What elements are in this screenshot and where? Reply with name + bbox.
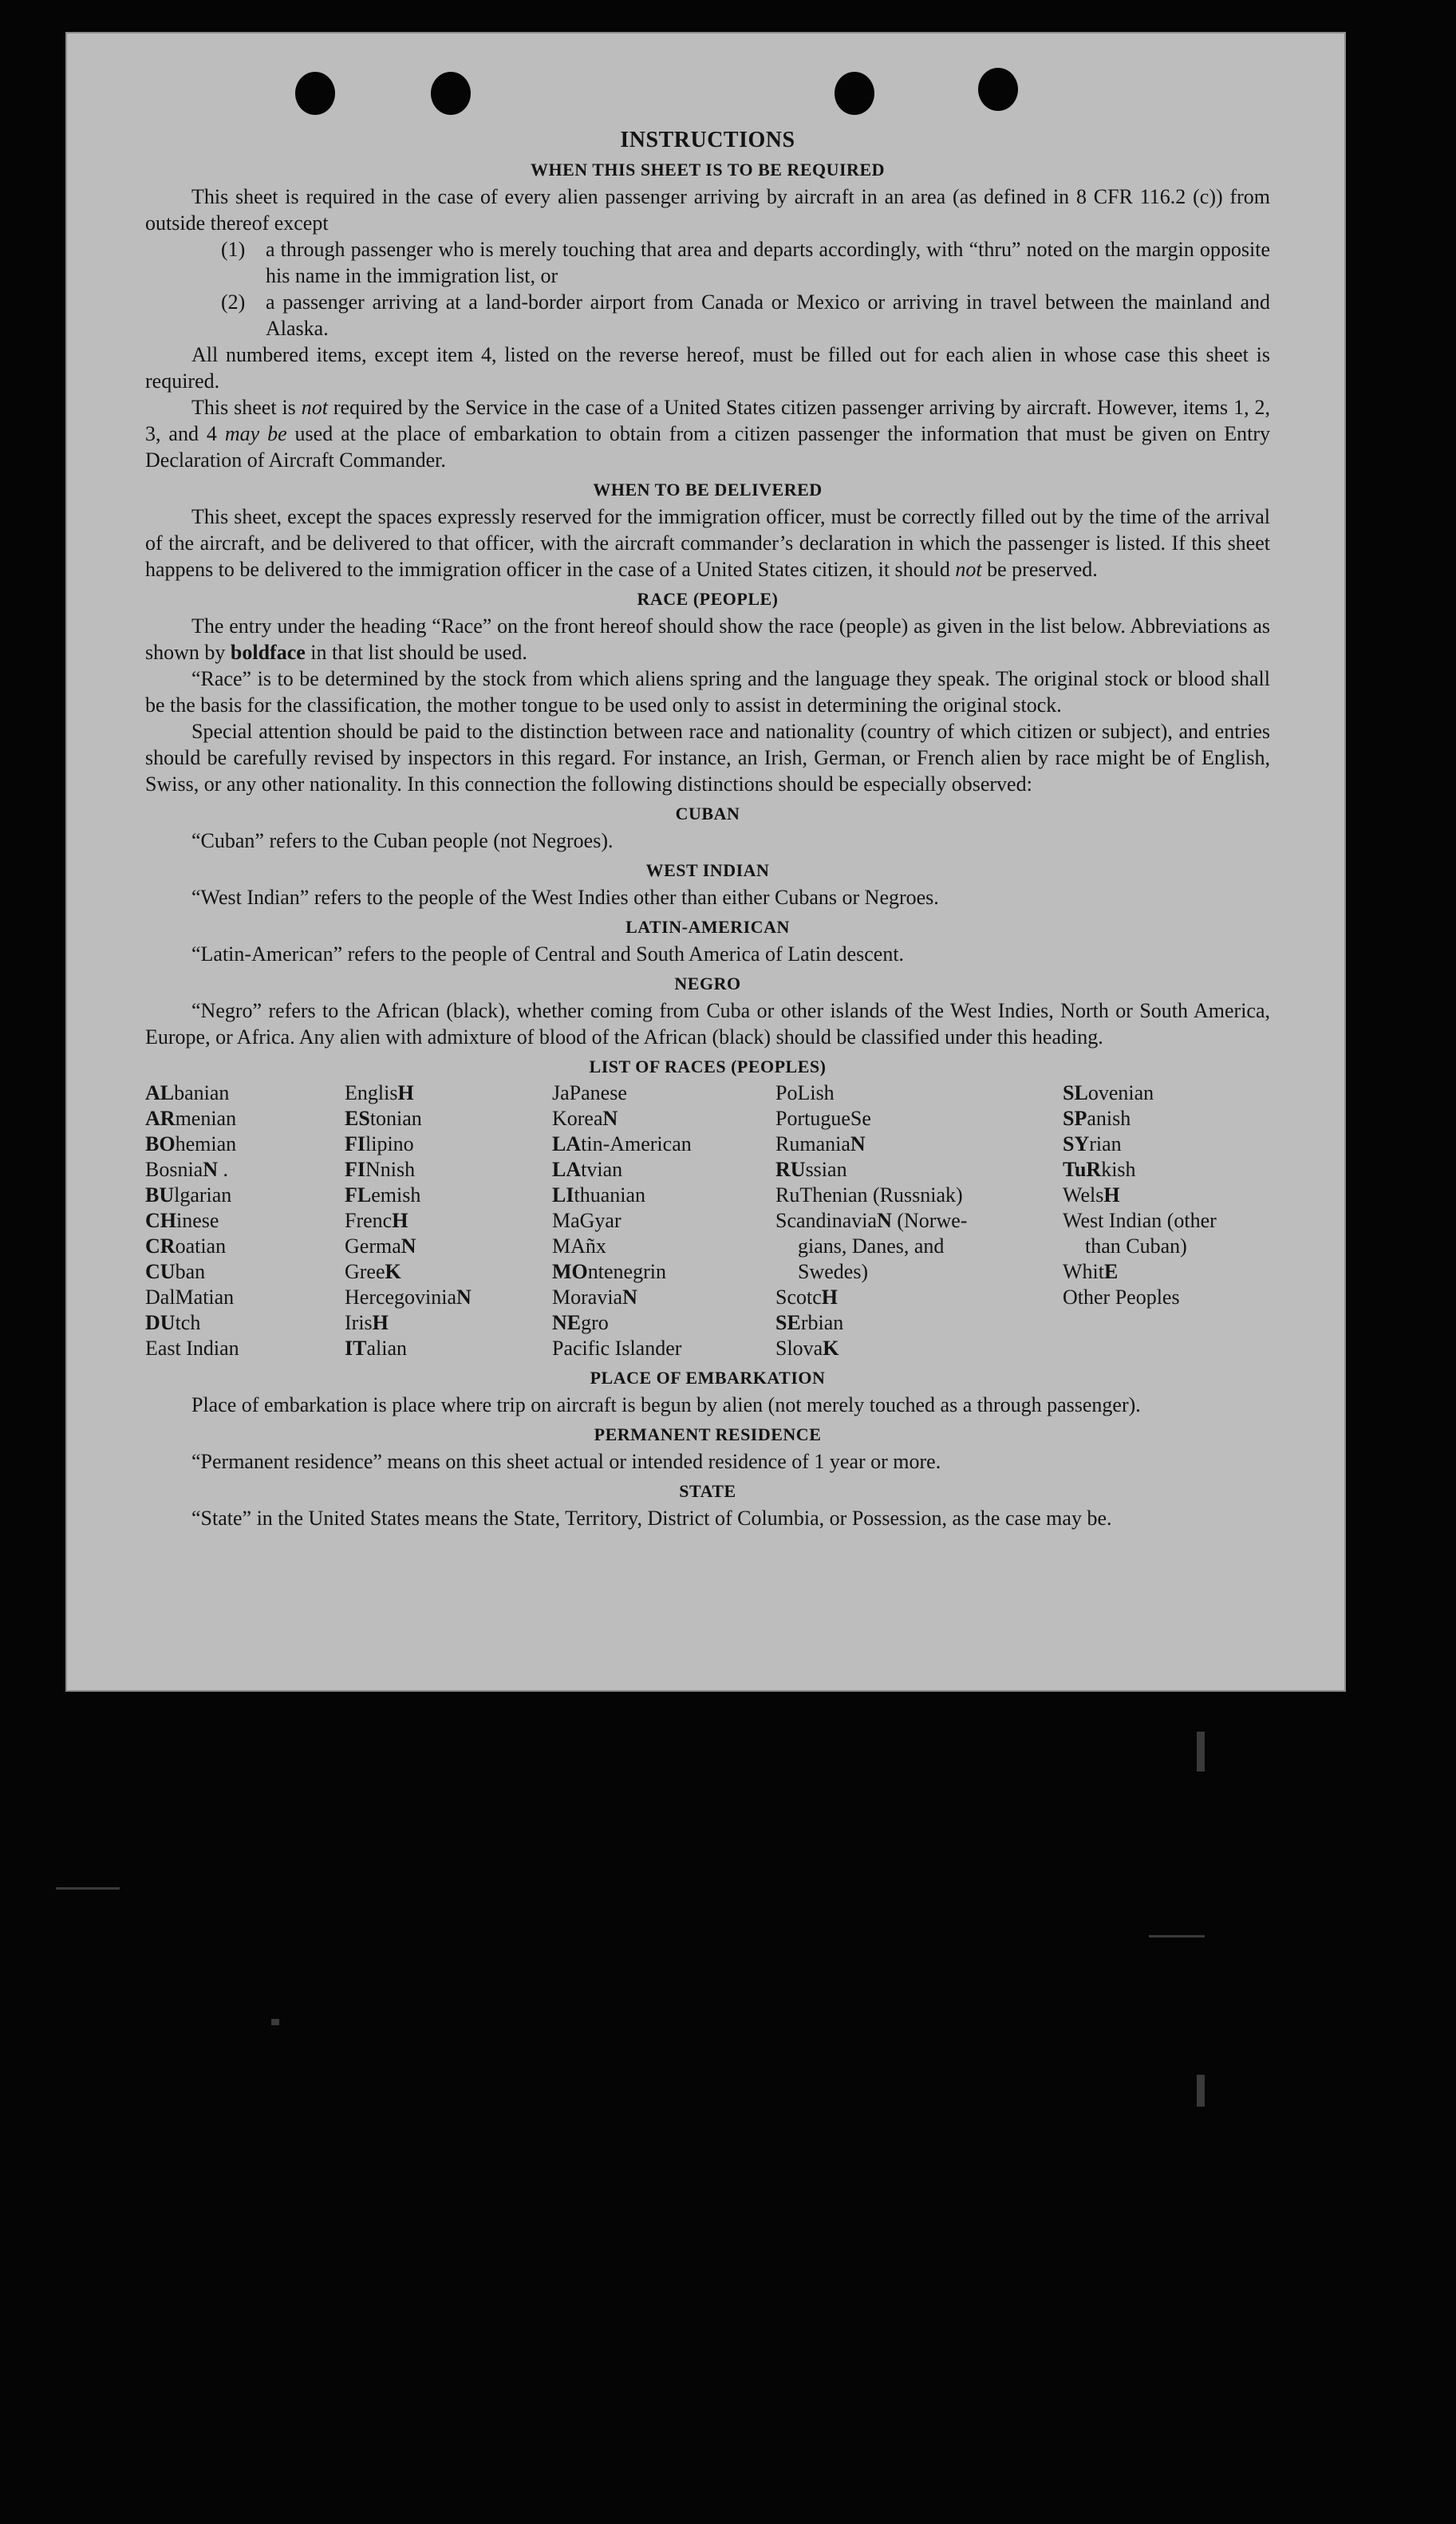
paragraph: All numbered items, except item 4, listed on the reverse hereof, must be filled out for each alien in whose case this sheet is required. [145, 343, 1270, 393]
race-entry [552, 1208, 775, 1234]
scan-speck [1149, 1935, 1205, 1937]
race-name: hemian [175, 1132, 237, 1155]
race-entry [775, 1157, 1063, 1183]
race-entry [145, 1132, 345, 1157]
scan-speck [271, 2019, 279, 2025]
race-name: Englis [345, 1081, 398, 1104]
race-name: Rumania [775, 1132, 850, 1155]
race-entry [145, 1157, 345, 1183]
race-abbrev: H [1103, 1183, 1120, 1207]
race-entry [145, 1080, 345, 1106]
race-entry [775, 1106, 1063, 1132]
race-abbrev: BO [145, 1132, 176, 1155]
race-name: tin-American [581, 1132, 692, 1155]
text-run: This sheet is [191, 396, 302, 419]
race-abbrev: E [1104, 1260, 1119, 1283]
document-sheet [65, 32, 1346, 1692]
race-entry [145, 1234, 345, 1259]
punch-hole [431, 72, 471, 115]
race-abbrev: FI [345, 1158, 365, 1181]
race-entry [552, 1183, 775, 1208]
section-heading-when-delivered: WHEN TO BE DELIVERED [593, 480, 823, 500]
race-name: anish [1087, 1107, 1131, 1130]
race-name: Other Peoples [1063, 1286, 1180, 1309]
race-entry [552, 1080, 775, 1106]
race-entry [145, 1310, 345, 1336]
race-entry [345, 1310, 552, 1336]
race-abbrev: TuR [1063, 1158, 1102, 1181]
race-abbrev: LI [552, 1183, 574, 1207]
race-abbrev: LA [552, 1132, 582, 1155]
race-name: than Cuban) [1085, 1234, 1187, 1258]
scan-speck [1197, 2075, 1205, 2107]
race-name: lgarian [174, 1183, 232, 1207]
race-entry [552, 1106, 775, 1132]
race-abbrev: IT [345, 1337, 367, 1360]
race-entry [1063, 1208, 1262, 1234]
race-name: Gree [345, 1260, 385, 1283]
race-name: Korea [552, 1107, 603, 1130]
race-entry [1063, 1080, 1262, 1106]
race-name: Scandinavia [775, 1209, 878, 1232]
race-name: Wels [1063, 1183, 1104, 1207]
paragraph: “Negro” refers to the African (black), whether coming from Cuba or other islands of the West Indies, North or South America, Europe, or Africa. Any alien with admixture of blood of the African (black) should be classified under this heading. [145, 999, 1270, 1049]
race-name: Frenc [345, 1209, 393, 1232]
race-entry [552, 1310, 775, 1336]
race-name: ovenian [1087, 1081, 1154, 1104]
races-column [345, 1080, 552, 1361]
race-name: Iris [345, 1311, 373, 1334]
race-entry [775, 1183, 1063, 1208]
race-name: menian [175, 1107, 237, 1130]
race-name: alian [366, 1337, 407, 1360]
race-abbrev: N [622, 1286, 637, 1309]
race-abbrev: DU [145, 1311, 176, 1334]
races-column [1063, 1080, 1262, 1361]
text-run: This sheet, except the spaces expressly reserved for the immigration officer, must be correctly filled out by the time of the arrival of the aircraft, and be delivered to that officer, with the aircraft commander’s declaration in which the passenger is listed. If this sheet happens to be delivered to the immigration officer in the case of a United States citizen, it should [145, 505, 1270, 581]
race-abbrev: N [203, 1158, 219, 1181]
race-entry [345, 1132, 552, 1157]
race-abbrev: K [385, 1260, 401, 1283]
bold-word: boldface [230, 641, 306, 664]
race-entry [775, 1259, 1063, 1285]
race-name: tonian [369, 1107, 422, 1130]
race-entry [552, 1157, 775, 1183]
race-name: lipino [365, 1132, 414, 1155]
race-abbrev: CR [145, 1234, 176, 1258]
text-run: used at the place of embarkation to obtain from a citizen passenger the information that must be given on Entry Declaration of Aircraft Commander. [145, 422, 1271, 472]
item-number: (2) [221, 290, 246, 314]
paragraph: Place of embarkation is place where trip on aircraft is begun by alien (not merely touched as a through passenger). [191, 1393, 1141, 1416]
race-entry [345, 1234, 552, 1259]
race-abbrev: SE [775, 1311, 801, 1334]
race-abbrev: AR [145, 1107, 176, 1130]
race-name: Swedes) [798, 1260, 869, 1283]
race-name: tch [175, 1311, 201, 1334]
race-abbrev: SL [1063, 1081, 1088, 1104]
paragraph-race [145, 613, 1270, 666]
race-name: rian [1089, 1132, 1122, 1155]
race-name: ban [175, 1260, 206, 1283]
race-entry [345, 1285, 552, 1310]
section-heading-cuban: CUBAN [675, 804, 740, 824]
race-suffix: . [218, 1158, 229, 1181]
race-abbrev: NE [552, 1311, 582, 1334]
race-suffix: (Norwe- [891, 1209, 968, 1232]
scan-speck [56, 1887, 120, 1890]
race-name: Slova [775, 1337, 823, 1360]
race-name: RuThenian (Russniak) [775, 1183, 963, 1207]
race-entry [552, 1132, 775, 1157]
race-name: emish [371, 1183, 421, 1207]
races-column [145, 1080, 345, 1361]
race-name: Bosnia [145, 1158, 203, 1181]
race-name: Nnish [365, 1158, 416, 1181]
race-entry [775, 1208, 1063, 1234]
races-list [145, 1080, 1270, 1361]
punch-hole [978, 68, 1018, 111]
race-entry [1063, 1234, 1262, 1259]
paragraph: Special attention should be paid to the distinction between race and nationality (country of which citizen or subject), and entries should be carefully revised by inspectors in this regard. For instance, an Irish, German, or French alien by race might be of English, Swiss, or any other nationality. In this connection the following distinctions should be especially observed: [145, 720, 1270, 796]
race-entry [775, 1080, 1063, 1106]
section-heading-races-list: LIST OF RACES (PEOPLES) [589, 1057, 827, 1076]
races-column [775, 1080, 1063, 1361]
race-abbrev: H [821, 1286, 838, 1309]
race-name: rbian [800, 1311, 844, 1334]
race-entry [145, 1106, 345, 1132]
text-run: be preserved. [981, 558, 1098, 581]
race-abbrev: CH [145, 1209, 176, 1232]
race-abbrev: AL [145, 1081, 175, 1104]
race-entry [145, 1183, 345, 1208]
race-abbrev: N [400, 1234, 416, 1258]
race-entry [552, 1285, 775, 1310]
paragraph: “State” in the United States means the State, Territory, District of Columbia, or Possession, as the case may be. [191, 1507, 1112, 1530]
punch-hole [295, 72, 335, 115]
race-abbrev: N [850, 1132, 866, 1155]
race-name: inese [176, 1209, 219, 1232]
race-entry [345, 1259, 552, 1285]
race-abbrev: MO [552, 1260, 588, 1283]
race-abbrev: RU [775, 1158, 806, 1181]
race-abbrev: K [823, 1337, 839, 1360]
paragraph: “Permanent residence” means on this sheet actual or intended residence of 1 year or more. [191, 1450, 941, 1473]
emphasis: not [301, 396, 328, 419]
race-entry [1063, 1106, 1262, 1132]
list-item [221, 289, 1270, 342]
race-entry [1063, 1157, 1262, 1183]
race-name: MaGyar [552, 1209, 621, 1232]
race-name: Whit [1063, 1260, 1104, 1283]
race-name: ssian [805, 1158, 847, 1181]
text-run: The entry under the heading “Race” on the front hereof should show the race (people) as given in the list below. Abbreviations as shown by [145, 614, 1270, 664]
race-entry [345, 1106, 552, 1132]
section-heading-west-indian: WEST INDIAN [645, 860, 770, 880]
race-abbrev: FL [345, 1183, 372, 1207]
race-name: Moravia [552, 1286, 623, 1309]
emphasis: not [955, 558, 982, 581]
scan-speck [1197, 1732, 1205, 1772]
race-name: MAñx [552, 1234, 606, 1258]
race-name: Scotc [775, 1286, 822, 1309]
section-heading-race: RACE (PEOPLE) [637, 589, 779, 609]
race-entry [775, 1234, 1063, 1259]
text-run: in that list should be used. [305, 641, 527, 664]
race-entry [552, 1259, 775, 1285]
race-abbrev: N [456, 1286, 472, 1309]
race-name: JaPanese [552, 1081, 627, 1104]
section-heading-residence: PERMANENT RESIDENCE [594, 1424, 822, 1444]
race-entry [775, 1285, 1063, 1310]
race-entry [345, 1080, 552, 1106]
list-item [221, 236, 1270, 289]
race-name: PoLish [775, 1081, 835, 1104]
race-name: Germa [345, 1234, 401, 1258]
race-abbrev: ES [345, 1107, 370, 1130]
race-entry [145, 1259, 345, 1285]
race-entry [145, 1285, 345, 1310]
race-entry [345, 1157, 552, 1183]
race-abbrev: H [372, 1311, 389, 1334]
race-entry [775, 1132, 1063, 1157]
race-name: oatian [175, 1234, 227, 1258]
text-run: required by the Service in the case of a United States citizen passenger arriving by aircraft. However, items 1, 2, 3, and 4 [145, 396, 1270, 445]
emphasis: may be [224, 422, 287, 445]
races-column [552, 1080, 775, 1361]
paragraph: “West Indian” refers to the people of the West Indies other than either Cubans or Negroes. [191, 886, 939, 909]
paragraph: “Cuban” refers to the Cuban people (not Negroes). [191, 829, 614, 852]
race-abbrev: H [397, 1081, 414, 1104]
race-name: Pacific Islander [552, 1337, 682, 1360]
race-name: gians, Danes, and [798, 1234, 945, 1258]
paragraph: “Race” is to be determined by the stock from which aliens spring and the language they speak. The original stock or blood shall be the basis for the classification, the mother tongue to be used only to assist in determining the original stock. [145, 667, 1270, 717]
race-entry [1063, 1259, 1262, 1285]
race-name: banian [174, 1081, 230, 1104]
item-text: a through passenger who is merely touching that area and departs accordingly, with “thru” noted on the margin opposite his name in the immigration list, or [266, 238, 1270, 287]
race-entry [775, 1310, 1063, 1336]
race-name: East Indian [145, 1337, 239, 1360]
section-heading-state: STATE [679, 1481, 736, 1501]
paragraph-citizen [145, 394, 1270, 473]
race-name: tvian [581, 1158, 623, 1181]
race-abbrev: N [877, 1209, 892, 1232]
race-name: PortugueSe [775, 1107, 871, 1130]
race-entry [552, 1234, 775, 1259]
paragraph: “Latin-American” refers to the people of Central and South America of Latin descent. [191, 942, 905, 966]
race-abbrev: BU [145, 1183, 175, 1207]
section-heading-when-required: WHEN THIS SHEET IS TO BE REQUIRED [530, 160, 886, 180]
race-name: DalMatian [145, 1286, 235, 1309]
race-abbrev: H [392, 1209, 408, 1232]
race-abbrev: SY [1063, 1132, 1090, 1155]
race-name: West Indian (other [1063, 1209, 1217, 1232]
race-entry [145, 1208, 345, 1234]
race-entry [345, 1208, 552, 1234]
race-entry [775, 1336, 1063, 1361]
race-entry [145, 1336, 345, 1361]
section-heading-latin-american: LATIN-AMERICAN [625, 917, 790, 937]
race-abbrev: N [602, 1107, 618, 1130]
race-entry [552, 1336, 775, 1361]
race-abbrev: SP [1063, 1107, 1087, 1130]
race-name: ntenegrin [587, 1260, 666, 1283]
punch-hole [835, 72, 874, 115]
race-name: gro [581, 1311, 609, 1334]
section-heading-place: PLACE OF EMBARKATION [590, 1368, 826, 1388]
page-title: INSTRUCTIONS [620, 128, 795, 152]
race-entry [1063, 1285, 1262, 1310]
race-entry [345, 1336, 552, 1361]
race-entry [1063, 1132, 1262, 1157]
race-entry [1063, 1183, 1262, 1208]
race-name: Hercegovinia [345, 1286, 457, 1309]
paragraph-delivered [145, 504, 1270, 583]
item-number: (1) [221, 238, 246, 261]
race-abbrev: LA [552, 1158, 582, 1181]
paragraph: This sheet is required in the case of every alien passenger arriving by aircraft in an area (as defined in 8 CFR 116.2 (c)) from outside thereof except [145, 185, 1270, 235]
race-name: kish [1101, 1158, 1136, 1181]
race-name: thuanian [574, 1183, 645, 1207]
item-text: a passenger arriving at a land-border airport from Canada or Mexico or arriving in travel between the mainland and Alaska. [266, 290, 1270, 340]
race-entry [345, 1183, 552, 1208]
race-abbrev: FI [345, 1132, 365, 1155]
race-abbrev: CU [145, 1260, 176, 1283]
section-heading-negro: NEGRO [674, 974, 741, 993]
